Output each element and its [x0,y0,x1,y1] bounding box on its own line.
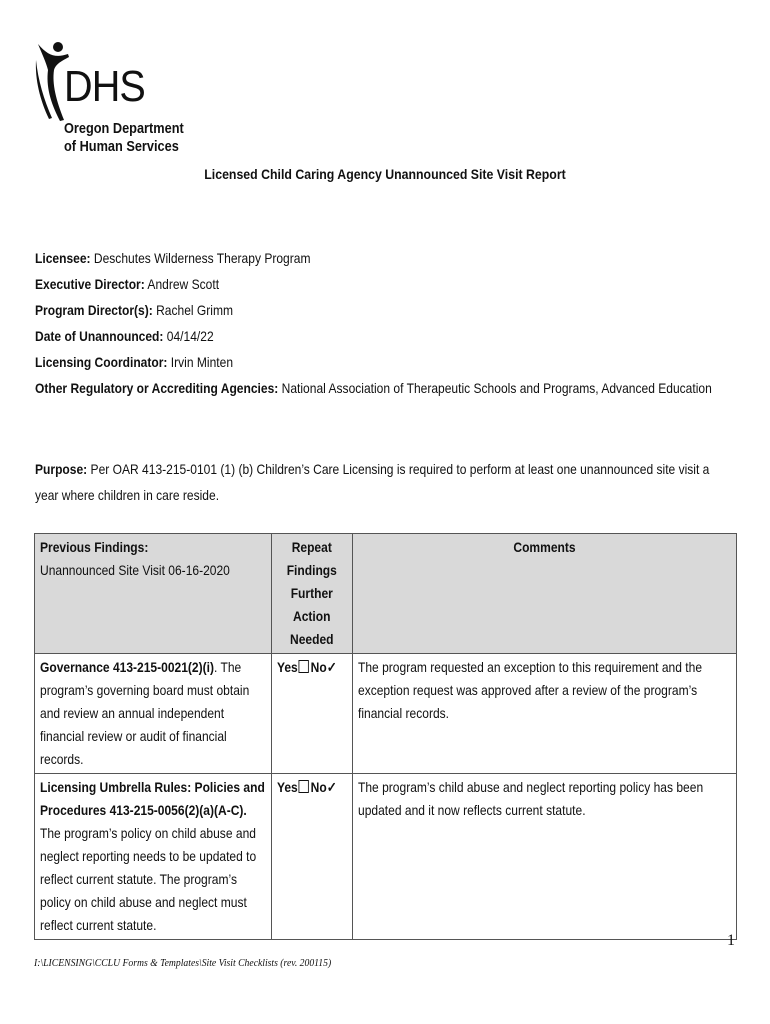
info-licensing-coordinator: Licensing Coordinator: Irvin Minten [35,354,234,370]
table-row [35,654,737,774]
comment-cell: The program’s child abuse and neglect reporting policy has been updated and it now reflects current statute. [352,774,736,940]
purpose-label: Purpose: [35,461,88,477]
licensee-info [35,245,770,401]
info-program-director: Program Director(s): Rachel Grimm [35,302,234,318]
header-previous-findings: Previous Findings: Unannounced Site Visit 06-16-2020 [35,534,272,654]
dhs-logo [34,40,184,162]
yes-checkbox[interactable] [299,780,309,793]
findings-table [34,533,737,940]
purpose-paragraph [35,456,723,508]
finding-cell: Governance 413-215-0021(2)(i). The program’s governing board must obtain and review an annual independent financial review or audit of financial records. [35,654,272,774]
report-title: Licensed Child Caring Agency Unannounced Site Visit Report [204,166,566,182]
comment-cell: The program requested an exception to this requirement and the exception request was approved after a review of the program’s financial records. [352,654,736,774]
logo-dhs-text: DHS [64,62,145,111]
repeat-cell: Yes No✓ [272,774,353,940]
table-header-row [35,534,737,654]
page-number: 1 [727,932,735,949]
table-row [35,774,737,940]
repeat-cell: Yes No✓ [272,654,353,774]
logo-org-line1: Oregon Department [64,120,184,137]
info-date: Date of Unannounced: 04/14/22 [35,328,214,344]
finding-cell: Licensing Umbrella Rules: Policies and Procedures 413-215-0056(2)(a)(A-C). The program’s policy on child abuse and neglect reporting needs to be updated to reflect current statute. The program’s policy on child abuse and neglect must reflect current statute. [35,774,272,940]
header-comments: Comments [352,534,736,654]
info-other-agencies: Other Regulatory or Accrediting Agencies: National Association of Therapeutic Schools and Programs, Advanced Education [35,380,712,396]
purpose-text: Per OAR 413-215-0101 (1) (b) Children’s Care Licensing is required to perform at least one unannounced site visit a year where children in care reside. [35,461,710,503]
logo-org-line2: of Human Services [64,138,179,155]
yes-checkbox[interactable] [299,660,309,673]
info-licensee: Licensee: Deschutes Wilderness Therapy Program [35,250,311,266]
footer-file-path: I:\LICENSING\CCLU Forms & Templates\Site Visit Checklists (rev. 200115) [34,957,332,969]
header-repeat-findings: Repeat Findings Further Action Needed [272,534,353,654]
info-executive-director: Executive Director: Andrew Scott [35,276,220,292]
